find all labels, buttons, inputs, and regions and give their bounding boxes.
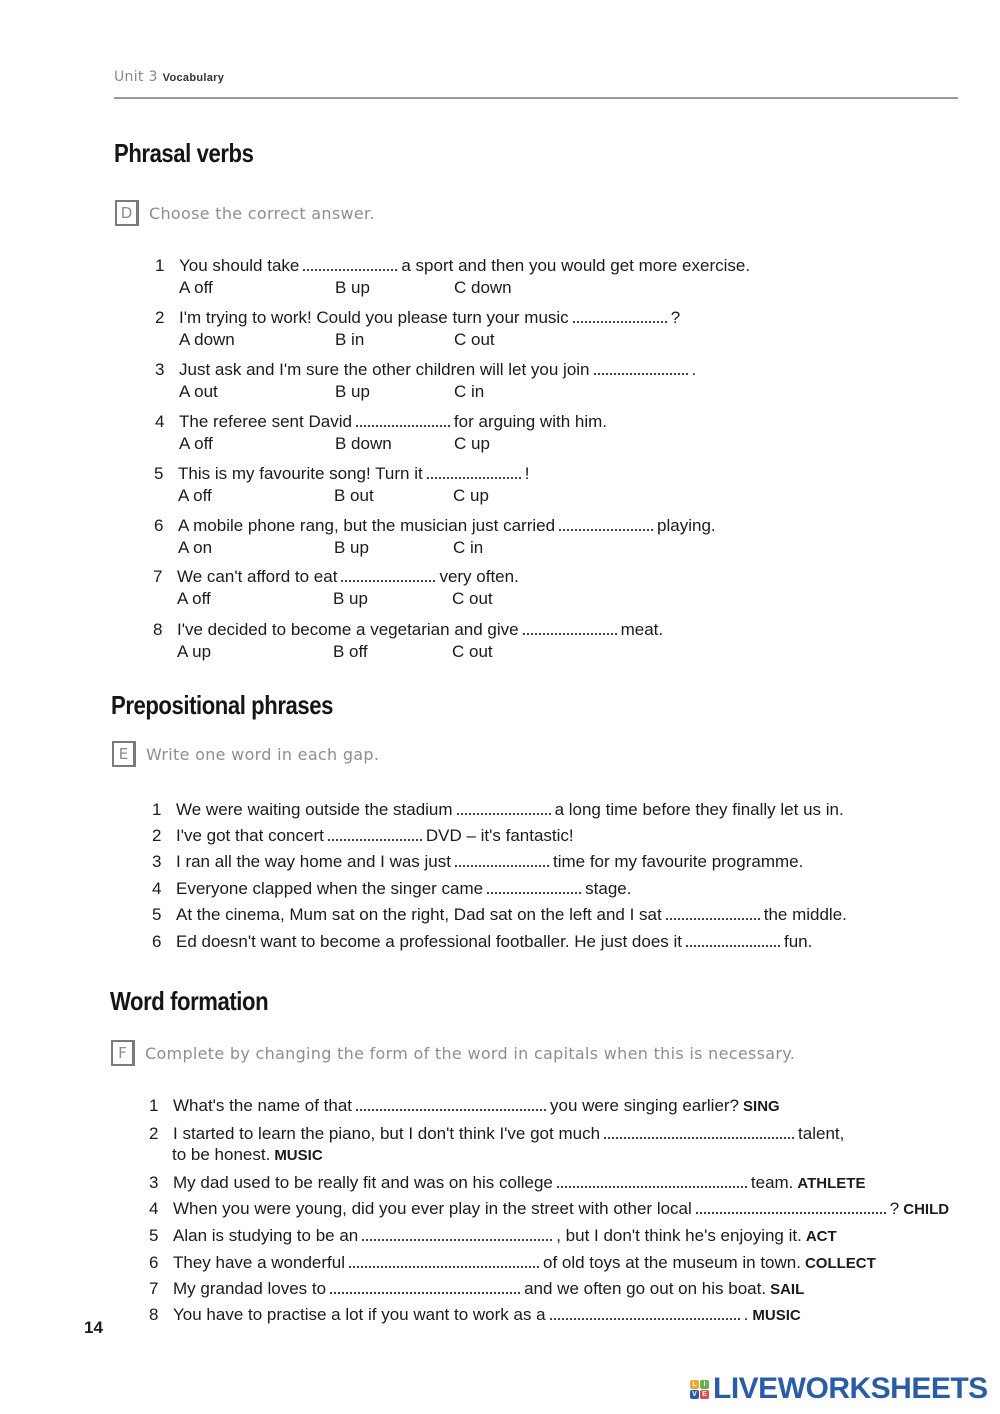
question-text: We can't afford to eat: [177, 567, 338, 586]
capitals-word: ACT: [805, 1228, 837, 1245]
question-text: you were singing earlier?: [550, 1096, 740, 1115]
option-a[interactable]: A off: [177, 589, 211, 608]
question-text: time for my favourite programme.: [552, 852, 804, 871]
question-number: 1: [155, 256, 165, 275]
question-text: talent,: [798, 1124, 845, 1143]
question-text: .: [691, 360, 697, 379]
exercise-e-instruction: [112, 741, 379, 767]
question-text: stage.: [585, 879, 632, 898]
instruction-text: Write one word in each gap.: [146, 744, 380, 764]
answer-gap[interactable]: [349, 1256, 539, 1268]
question-item: [152, 905, 847, 925]
answer-gap[interactable]: [487, 882, 581, 894]
question-item: [155, 256, 750, 276]
question-item: [153, 620, 663, 640]
answer-gap[interactable]: [550, 1308, 740, 1320]
question-number: 7: [153, 567, 163, 586]
option-b[interactable]: B out: [334, 486, 374, 505]
question-text: Everyone clapped when the singer came: [176, 879, 484, 898]
question-number: 2: [155, 308, 165, 327]
option-b[interactable]: B in: [335, 330, 365, 349]
question-number: 1: [152, 800, 162, 819]
question-text: the middle.: [763, 905, 847, 924]
question-number: 8: [153, 620, 163, 639]
question-item: [152, 879, 631, 899]
question-text: for arguing with him.: [453, 412, 607, 431]
question-item: [149, 1124, 844, 1144]
logo-tile: E: [700, 1390, 709, 1399]
option-c[interactable]: C up: [454, 434, 490, 453]
question-text: , but I don't think he's enjoying it.: [556, 1226, 802, 1245]
question-text: A mobile phone rang, but the musician just carried: [178, 516, 556, 535]
option-b[interactable]: B up: [333, 589, 368, 608]
capitals-word: SING: [743, 1098, 780, 1115]
question-number: 2: [152, 826, 162, 845]
instruction-text: Complete by changing the form of the word in capitals when this is necessary.: [145, 1043, 796, 1063]
section-title-prepositional-phrases: Prepositional phrases: [111, 690, 333, 720]
question-item: [149, 1096, 780, 1116]
answer-gap[interactable]: [455, 855, 549, 867]
exercise-letter-e: E: [112, 741, 136, 767]
capitals-word: COLLECT: [804, 1255, 876, 1272]
page-header: [114, 68, 958, 86]
question-number: 4: [155, 412, 165, 431]
option-c[interactable]: C out: [454, 330, 495, 349]
question-number: 5: [152, 905, 162, 924]
option-b[interactable]: B off: [333, 642, 368, 661]
capitals-word: SAIL: [770, 1281, 805, 1298]
option-b[interactable]: B down: [335, 434, 392, 453]
question-text: I've decided to become a vegetarian and give: [177, 620, 519, 639]
exercise-letter-d: D: [115, 200, 139, 226]
question-text: Just ask and I'm sure the other children will let you join: [179, 360, 590, 379]
section-title-phrasal-verbs: Phrasal verbs: [114, 138, 254, 168]
logo-icon: [690, 1380, 709, 1399]
question-text: I'm trying to work! Could you please turn your music: [179, 308, 569, 327]
question-item: [149, 1173, 865, 1193]
logo-tile: L: [690, 1380, 699, 1389]
answer-gap[interactable]: [557, 1176, 747, 1188]
question-text: fun.: [784, 932, 813, 951]
question-text: My dad used to be really fit and was on his college: [173, 1173, 553, 1192]
answer-gap[interactable]: [303, 259, 397, 271]
answer-gap[interactable]: [341, 570, 435, 582]
page-number: 14: [84, 1318, 103, 1337]
question-item: [149, 1199, 949, 1219]
question-text: Ed doesn't want to become a professional footballer. He just does it: [176, 932, 682, 951]
answer-gap[interactable]: [457, 803, 551, 815]
option-c[interactable]: C out: [452, 589, 493, 608]
option-b[interactable]: B up: [335, 382, 370, 401]
question-item: [152, 852, 803, 872]
question-text: My grandad loves to: [173, 1279, 327, 1298]
answer-gap[interactable]: [356, 1099, 546, 1111]
question-text: What's the name of that: [173, 1096, 353, 1115]
answer-gap[interactable]: [362, 1229, 552, 1241]
answer-gap[interactable]: [604, 1127, 794, 1139]
question-text: .: [743, 1305, 749, 1324]
question-item: [149, 1226, 837, 1246]
question-text: a long time before they finally let us in.: [554, 800, 844, 819]
logo-tile: V: [690, 1390, 699, 1399]
question-text: !: [524, 464, 530, 483]
answer-gap[interactable]: [328, 829, 422, 841]
question-text: Alan is studying to be an: [173, 1226, 359, 1245]
answer-gap[interactable]: [696, 1202, 886, 1214]
exercise-f-instruction: [111, 1040, 795, 1066]
question-text: to be honest.: [172, 1145, 271, 1164]
question-item: [149, 1305, 801, 1325]
capitals-word: MUSIC: [752, 1307, 801, 1324]
question-text: I started to learn the piano, but I don't think I've got much: [173, 1124, 601, 1143]
answer-gap[interactable]: [559, 519, 653, 531]
answer-gap[interactable]: [594, 363, 688, 375]
option-c[interactable]: C out: [452, 642, 493, 661]
question-text: DVD – it's fantastic!: [425, 826, 574, 845]
option-b[interactable]: B up: [335, 278, 370, 297]
logo-tile: I: [700, 1380, 709, 1389]
question-number: 6: [154, 516, 164, 535]
question-text: meat.: [620, 620, 664, 639]
option-c[interactable]: C in: [454, 382, 485, 401]
question-number: 4: [152, 879, 162, 898]
question-item: [152, 932, 812, 952]
question-item: [153, 567, 519, 587]
section-label: Vocabulary: [162, 72, 225, 84]
question-item: [155, 412, 607, 432]
answer-gap[interactable]: [666, 908, 760, 920]
exercise-d-instruction: [115, 200, 375, 226]
header-divider: [114, 97, 958, 99]
logo-text: LIVEWORKSHEETS: [713, 1372, 988, 1405]
question-item: [149, 1253, 876, 1273]
question-item: [152, 826, 574, 846]
question-number: 3: [155, 360, 165, 379]
question-text: They have a wonderful: [173, 1253, 345, 1272]
unit-label: Unit 3 Vocabulary: [114, 69, 225, 85]
question-text: The referee sent David: [179, 412, 352, 431]
exercise-letter-f: F: [111, 1040, 135, 1066]
option-a[interactable]: A down: [179, 330, 235, 349]
capitals-word: ATHLETE: [797, 1175, 866, 1192]
liveworksheets-logo[interactable]: [690, 1372, 988, 1406]
instruction-text: Choose the correct answer.: [149, 203, 375, 223]
capitals-word: CHILD: [903, 1201, 950, 1218]
question-text: You should take: [179, 256, 300, 275]
question-text: and we often go out on his boat.: [524, 1279, 767, 1298]
question-number: 8: [149, 1305, 159, 1324]
question-item: [154, 464, 529, 484]
option-c[interactable]: C down: [454, 278, 512, 297]
answer-gap[interactable]: [523, 623, 617, 635]
question-text: playing.: [657, 516, 716, 535]
question-text: very often.: [439, 567, 519, 586]
question-text: ?: [889, 1199, 900, 1218]
question-text: I ran all the way home and I was just: [176, 852, 451, 871]
answer-gap[interactable]: [686, 935, 780, 947]
option-a[interactable]: A out: [179, 382, 218, 401]
question-number: 4: [149, 1199, 159, 1218]
option-c[interactable]: C up: [453, 486, 489, 505]
option-a[interactable]: A off: [178, 486, 212, 505]
option-a[interactable]: A off: [179, 434, 213, 453]
question-number: 3: [152, 852, 162, 871]
option-a[interactable]: A on: [178, 538, 213, 557]
question-item: [155, 308, 680, 328]
question-number: 5: [149, 1226, 159, 1245]
question-text: We were waiting outside the stadium: [176, 800, 453, 819]
question-item-continued: [172, 1145, 323, 1165]
question-item: [155, 360, 696, 380]
question-text: team.: [750, 1173, 794, 1192]
question-number: 7: [149, 1279, 159, 1298]
option-a[interactable]: A up: [177, 642, 212, 661]
question-item: [154, 516, 716, 536]
question-text: I've got that concert: [176, 826, 324, 845]
option-c[interactable]: C in: [453, 538, 484, 557]
question-number: 3: [149, 1173, 159, 1192]
question-text: When you were young, did you ever play in the street with other local: [173, 1199, 692, 1218]
question-number: 1: [149, 1096, 159, 1115]
answer-gap[interactable]: [356, 415, 450, 427]
question-item: [152, 800, 844, 820]
question-number: 6: [152, 932, 162, 951]
question-text: a sport and then you would get more exercise.: [401, 256, 751, 275]
answer-gap[interactable]: [573, 311, 667, 323]
capitals-word: MUSIC: [274, 1147, 323, 1164]
answer-gap[interactable]: [330, 1282, 520, 1294]
option-b[interactable]: B up: [334, 538, 369, 557]
question-text: At the cinema, Mum sat on the right, Dad sat on the left and I sat: [176, 905, 662, 924]
question-text: of old toys at the museum in town.: [543, 1253, 801, 1272]
answer-gap[interactable]: [427, 467, 521, 479]
question-item: [149, 1279, 804, 1299]
question-number: 5: [154, 464, 164, 483]
question-number: 2: [149, 1124, 159, 1143]
option-a[interactable]: A off: [179, 278, 213, 297]
section-title-word-formation: Word formation: [110, 986, 269, 1016]
question-text: ?: [670, 308, 681, 327]
question-number: 6: [149, 1253, 159, 1272]
question-text: This is my favourite song! Turn it: [178, 464, 423, 483]
question-text: You have to practise a lot if you want to work as a: [173, 1305, 546, 1324]
